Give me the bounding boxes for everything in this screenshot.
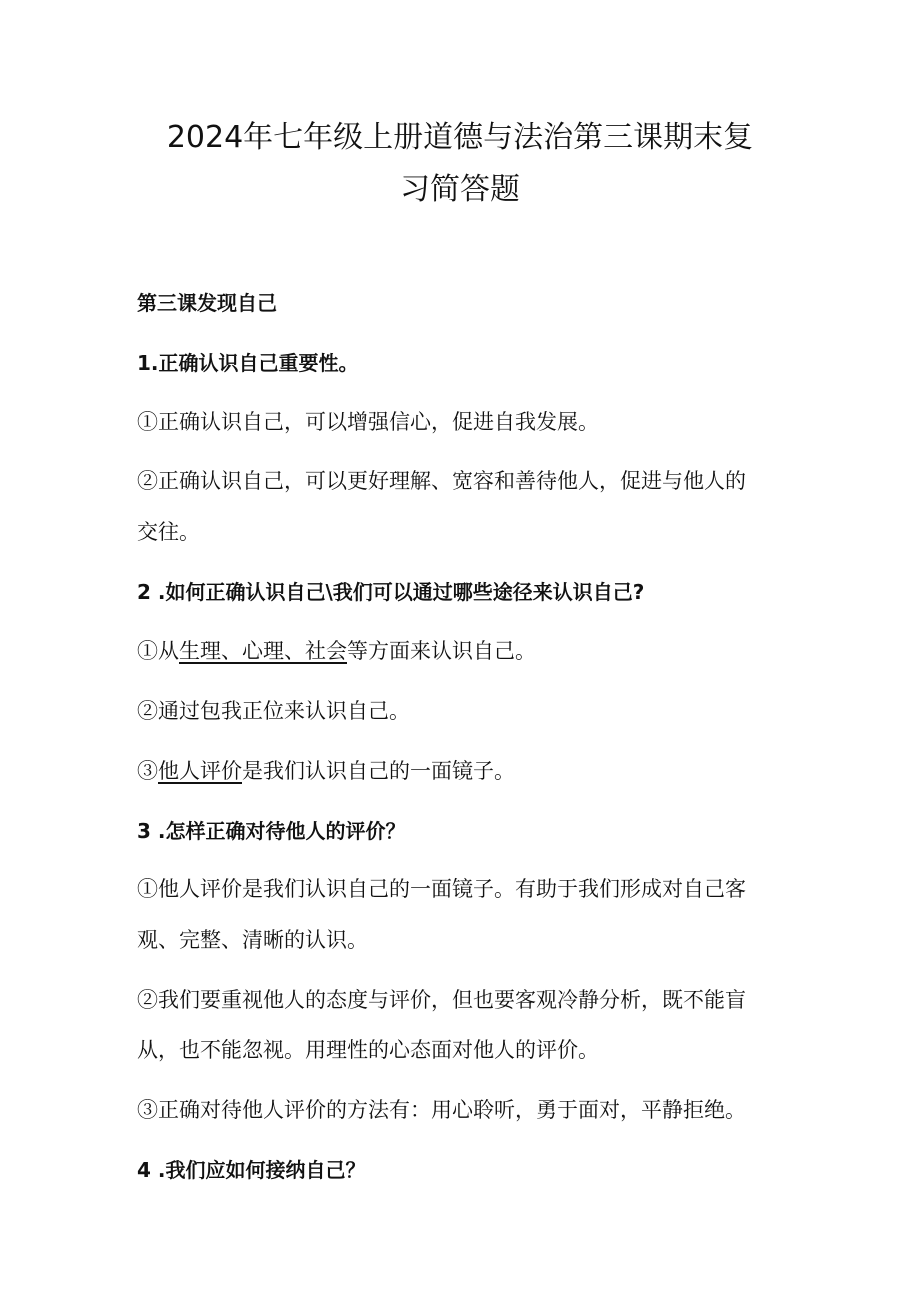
title-line-2: 习简答题	[400, 172, 520, 207]
document-title	[120, 112, 800, 216]
question-4-heading: 4 .我们应如何接纳自己？	[137, 1158, 366, 1182]
answer-suffix: 等方面来认识自己。	[347, 639, 536, 663]
question-2-answer-3	[137, 757, 515, 785]
question-2-answer-1	[137, 637, 536, 665]
question-1-answer-1: ①正确认识自己，可以增强信心，促进自我发展。	[137, 410, 599, 434]
question-3-answer-1-line-2: 观、完整、清晰的认识。	[137, 928, 368, 952]
question-3-answer-2-line-1: ②我们要重视他人的态度与评价，但也要客观冷静分析，既不能盲	[137, 988, 746, 1012]
answer-prefix: ③	[137, 759, 158, 783]
question-1-answer-2-line-2: 交往。	[137, 520, 200, 544]
question-3-answer-2-line-2: 从，也不能忽视。用理性的心态面对他人的评价。	[137, 1038, 599, 1062]
question-3-answer-3: ③正确对待他人评价的方法有：用心聆听，勇于面对，平静拒绝。	[137, 1098, 746, 1122]
question-1-answer-2-line-1: ②正确认识自己，可以更好理解、宽容和善待他人，促进与他人的	[137, 469, 746, 493]
underlined-key-term: 他人评价	[158, 759, 242, 783]
answer-prefix: ①从	[137, 639, 179, 663]
question-2-answer-2: ②通过包我正位来认识自己。	[137, 699, 410, 723]
question-2-heading: 2 .如何正确认识自己\我们可以通过哪些途径来认识自己?	[137, 580, 645, 604]
section-heading: 第三课发现自己	[137, 291, 277, 315]
answer-suffix: 是我们认识自己的一面镜子。	[242, 759, 515, 783]
underlined-key-term: 生理、心理、社会	[179, 639, 347, 663]
question-3-heading: 3 .怎样正确对待他人的评价？	[137, 819, 406, 843]
title-line-1: 2024年七年级上册道德与法治第三课期末复	[166, 120, 754, 155]
question-3-answer-1-line-1: ①他人评价是我们认识自己的一面镜子。有助于我们形成对自己客	[137, 877, 746, 901]
question-1-heading: 1.正确认识自己重要性。	[137, 351, 359, 375]
